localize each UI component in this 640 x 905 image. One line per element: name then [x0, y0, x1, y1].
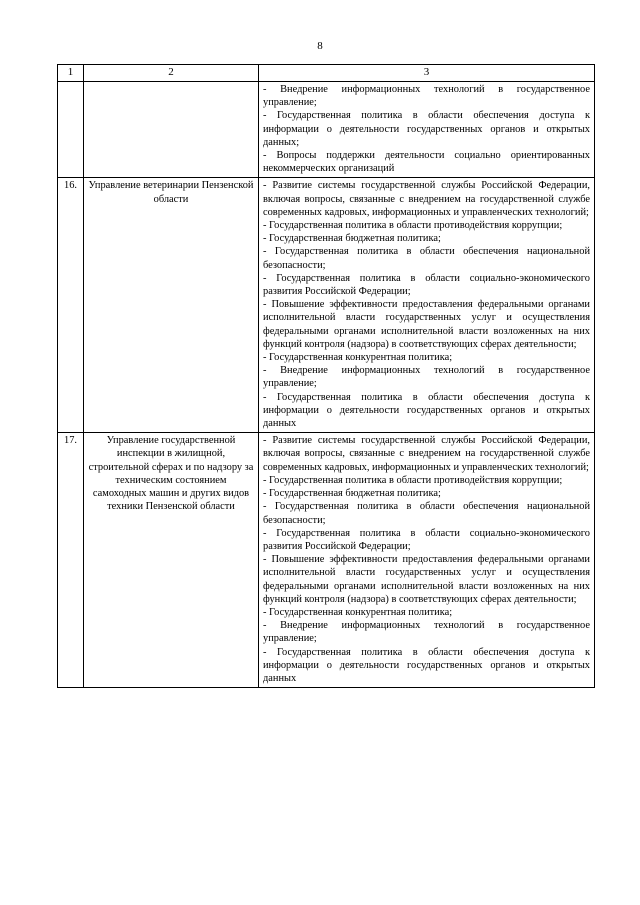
column-header-2: 2	[84, 65, 259, 82]
row-number: 17.	[58, 433, 84, 688]
policy-area-item: - Государственная конкурентная политика;	[263, 352, 453, 364]
row-number: 16.	[58, 178, 84, 433]
policy-areas-cell	[259, 433, 595, 688]
policy-areas-cell	[259, 82, 595, 178]
policy-area-item: - Государственная политика в области социально-экономического развития Российской Федерации;	[263, 527, 590, 552]
policy-area-item: - Государственная политика в области обеспечения доступа к информации о деятельности государственных органов и открытых данных	[263, 646, 590, 684]
policy-area-item: - Государственная бюджетная политика;	[263, 233, 441, 245]
table-row	[58, 82, 595, 178]
page-number: 8	[317, 40, 323, 52]
policy-area-item: - Развитие системы государственной службы Российской Федерации, включая вопросы, связанные с внедрением на государственной службе современных кадровых, информационных и управленческих технологий;	[263, 435, 590, 473]
policy-area-item: - Государственная конкурентная политика;	[263, 606, 453, 618]
policy-areas-cell	[259, 178, 595, 433]
organization-name	[84, 82, 259, 178]
policy-area-item: - Повышение эффективности предоставления федеральными органами исполнительной власти государственных услуг и осуществления федеральными органами исполнительной власти возложенных на них функций контроля (надзора) в соответствующих сферах деятельности;	[263, 299, 590, 350]
document-table	[57, 64, 595, 688]
row-number	[58, 82, 84, 178]
policy-area-item: - Вопросы поддержки деятельности социально ориентированных некоммерческих организаций	[263, 150, 590, 175]
organization-name: Управление ветеринарии Пензенской области	[84, 178, 259, 433]
policy-area-item: - Внедрение информационных технологий в государственное управление;	[263, 365, 590, 390]
policy-area-item: - Государственная политика в области социально-экономического развития Российской Федерации;	[263, 272, 590, 298]
table-header-row	[58, 65, 595, 82]
policy-area-item: - Государственная политика в области обеспечения доступа к информации о деятельности государственных органов и открытых данных;	[263, 110, 590, 148]
policy-area-item: - Повышение эффективности предоставления федеральными органами исполнительной власти государственных услуг и осуществления федеральными органами исполнительной власти возложенных на них функций контроля (надзора) в соответствующих сферах деятельности;	[263, 554, 590, 605]
policy-area-item: - Внедрение информационных технологий в государственное управление;	[263, 620, 590, 645]
policy-area-item: - Государственная политика в области противодействия коррупции;	[263, 220, 563, 232]
column-header-1: 1	[58, 65, 84, 82]
policy-area-item: - Государственная бюджетная политика;	[263, 488, 441, 500]
policy-area-item: - Внедрение информационных технологий в государственное управление;	[263, 84, 590, 109]
policy-area-item: - Государственная политика в области противодействия коррупции;	[263, 474, 563, 486]
organization-name: Управление государственной инспекции в жилищной, строительной сферах и по надзору за техническим состоянием самоходных машин и других видов техники Пензенской области	[84, 433, 259, 688]
policy-area-item: - Развитие системы государственной службы Российской Федерации, включая вопросы, связанные с внедрением на государственной службе современных кадровых, информационных и управленческих технологий;	[263, 180, 590, 218]
column-header-3: 3	[259, 65, 595, 82]
policy-area-item: - Государственная политика в области обеспечения национальной безопасности;	[263, 246, 590, 271]
table-row	[58, 178, 595, 433]
table-row	[58, 433, 595, 688]
policy-area-item: - Государственная политика в области обеспечения национальной безопасности;	[263, 501, 590, 526]
policy-area-item: - Государственная политика в области обеспечения доступа к информации о деятельности государственных органов и открытых данных	[263, 391, 590, 430]
